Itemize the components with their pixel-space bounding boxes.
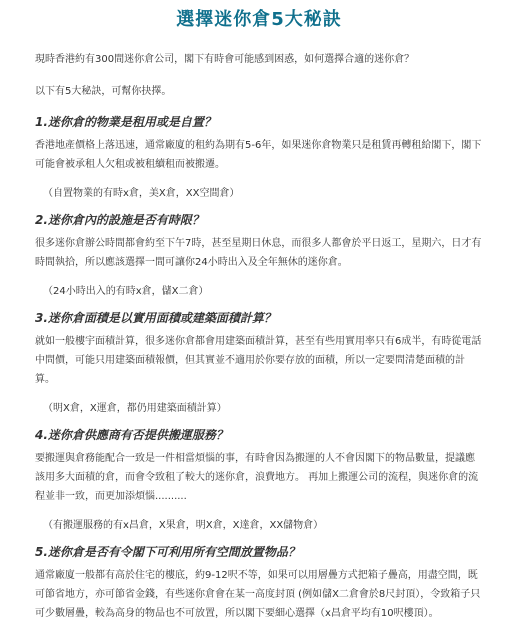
- section-note: （有搬運服務的有x昌倉，X果倉，明X倉，X達倉，XX儲物倉）: [43, 520, 324, 531]
- section-body: 香港地產價格上落迅速，通常廠廈的租約為期有5-6年，如果迷你倉物業只是租賃再轉租給閣下，閣下可能會被承租人欠租或被租續租而被搬遷。: [35, 140, 482, 170]
- section-heading: 5.迷你倉是否有令閣下可利用所有空間放置物品？: [35, 545, 300, 559]
- section-heading: 4.迷你倉供應商有否提供搬運服務？: [35, 428, 228, 442]
- section-note: （24小時出入的有時x倉，儲X二倉）: [43, 286, 209, 297]
- section-heading: 3.迷你倉面積是以實用面積或建築面積計算？: [35, 311, 276, 325]
- intro-text: 現時香港約有300間迷你倉公司，閣下有時會可能感到困惑，如何選擇合適的迷你倉？: [35, 54, 415, 65]
- section-heading: 2.迷你倉內的設施是否有時限？: [35, 213, 204, 227]
- section-4: [35, 427, 483, 533]
- section-1: [35, 114, 483, 201]
- section-note: （自置物業的有時x倉，美X倉，XX空間倉）: [43, 188, 240, 199]
- section-3: [35, 310, 483, 416]
- section-2: [35, 212, 483, 299]
- page-title: 選擇迷你倉5大秘訣: [176, 9, 342, 30]
- section-5: [35, 544, 483, 623]
- intro-text-2: 以下有5大秘訣，可幫你抉擇。: [35, 86, 172, 97]
- section-body: 很多迷你倉辦公時間都會約至下午7時，甚至星期日休息，而很多人都會於平日返工，星期六，日才有時間執拾，所以應該選擇一間可讓你24小時出入及全年無休的迷你倉。: [35, 238, 482, 268]
- section-note: （明X倉，X運倉，都仍用建築面積計算）: [43, 403, 227, 414]
- section-heading: 1.迷你倉的物業是租用或是自置？: [35, 115, 216, 129]
- section-body: 就如一般樓宇面積計算，很多迷你倉都會用建築面積計算，甚至有些用實用率只有6成半，有時從電話中問價，可能只用建築面積報價，但其實並不適用於你要存放的面積，所以一定要問清楚面積的計算。: [35, 336, 482, 385]
- section-body: 通常廠廈一般都有高於住宅的樓底，約9-12呎不等，如果可以用層疊方式把箱子疊高，用盡空間，既可節省地方，亦可節省金錢，有些迷你倉會在某一高度封頂 (例如儲X二倉會於8尺封頂），令致箱子只可少數層疊，較為高身的物品也不可放置，所以閣下要細心選擇（x昌倉平均有10呎樓頂）。: [35, 570, 481, 619]
- section-body: 要搬運與倉務能配合一致是一件相當煩惱的事，有時會因為搬運的人不會因閣下的物品數量，提議應該用多大面積的倉，而會令致租了較大的迷你倉，浪費地方。 再加上搬運公司的流程，與迷你倉的流程並非一致，而更加添煩惱..........: [35, 453, 479, 502]
